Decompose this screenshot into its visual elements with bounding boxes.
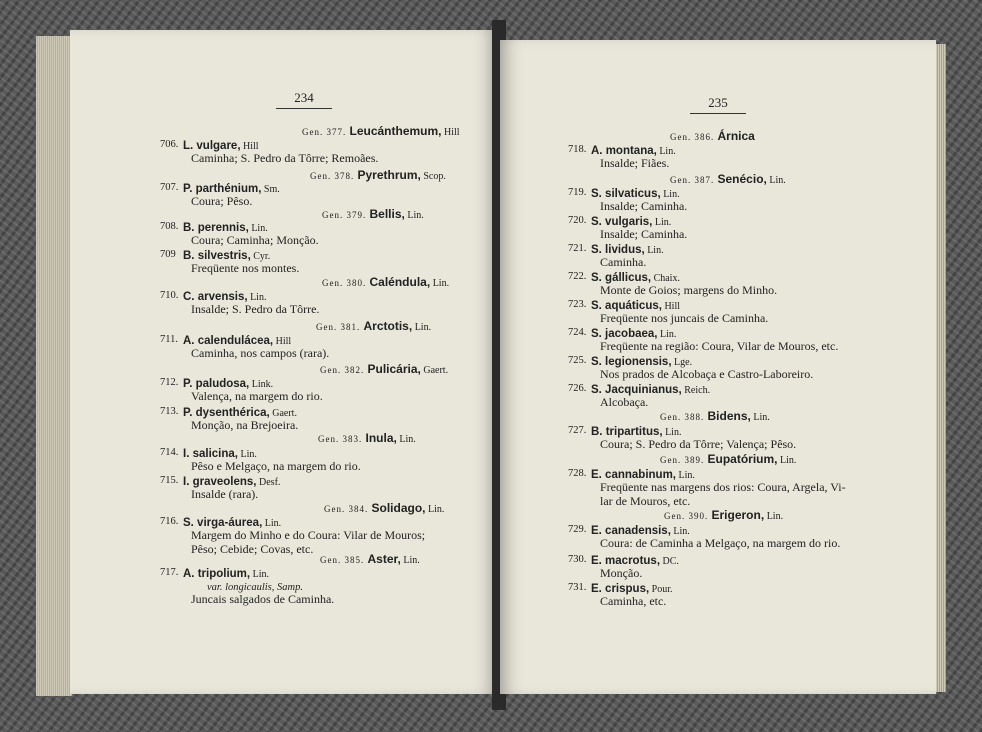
species-author: Lin. xyxy=(262,518,282,529)
genus-label: Gen. 380. xyxy=(322,278,370,288)
genus-heading xyxy=(318,431,416,447)
genus-author: Lin. xyxy=(764,511,784,522)
species-author: Reich. xyxy=(681,385,711,396)
species-author: Lin. xyxy=(250,569,269,580)
genus-label: Gen. 383. xyxy=(318,434,366,444)
page-number-rule xyxy=(690,113,746,114)
genus-author: Lin. xyxy=(750,412,770,423)
genus-label: Gen. 384. xyxy=(324,504,372,514)
locality-text: Coura; S. Pedro da Tôrre; Valença; Pêso. xyxy=(600,437,797,451)
genus-name: Inula, xyxy=(365,431,397,445)
species-number: 707. xyxy=(160,182,179,193)
species-number: 712. xyxy=(160,377,179,388)
genus-name: Solidago, xyxy=(371,501,426,515)
genus-name: Arctotis, xyxy=(363,319,413,333)
genus-label: Gen. 377. xyxy=(302,127,350,137)
genus-heading xyxy=(322,275,449,291)
genus-name: Erigeron, xyxy=(711,508,765,522)
species-author: Lin. xyxy=(676,470,695,481)
species-number: 706. xyxy=(160,139,179,150)
species-author: Lin. xyxy=(237,449,257,460)
genus-author: Lin. xyxy=(400,555,420,566)
genus-heading xyxy=(310,168,446,184)
locality-text: Pêso; Cebide; Covas, etc. xyxy=(191,542,314,556)
species-name: C. arvensis, xyxy=(183,291,248,303)
page-number: 235 xyxy=(708,95,728,110)
genus-heading xyxy=(320,552,420,568)
genus-author: Lin. xyxy=(396,434,416,445)
species-name: S. silvaticus, xyxy=(591,188,661,200)
species-author: Gaert. xyxy=(269,408,297,419)
genus-author: Lin. xyxy=(412,322,432,333)
locality-text: Freqüente nos juncais de Caminha. xyxy=(600,311,769,325)
page-number: 234 xyxy=(294,90,314,105)
genus-name: Bidens, xyxy=(707,409,751,423)
species-name: S. lividus, xyxy=(591,244,645,256)
species-name: E. macrotus, xyxy=(591,555,661,567)
species-number: 722. xyxy=(568,271,587,282)
locality-text: Alcobaça. xyxy=(600,395,649,409)
species-author: Sm. xyxy=(261,184,280,195)
genus-heading xyxy=(320,362,448,378)
page-number-rule xyxy=(276,108,332,109)
species-name: S. virga-áurea, xyxy=(183,517,263,529)
genus-heading xyxy=(670,129,755,144)
species-author: Lge. xyxy=(671,357,693,368)
locality-text: Pêso e Melgaço, na margem do rio. xyxy=(191,459,361,473)
species-name: L. vulgare, xyxy=(183,140,241,152)
genus-label: Gen. 388. xyxy=(660,412,708,422)
species-name: S. legionensis, xyxy=(591,356,672,368)
genus-heading xyxy=(660,409,770,425)
species-author: Lin. xyxy=(247,292,267,303)
species-name: E. crispus, xyxy=(591,583,650,595)
species-name: B. tripartitus, xyxy=(591,426,663,438)
genus-author: Lin. xyxy=(430,278,450,289)
locality-text: Caminha; S. Pedro da Tôrre; Remoães. xyxy=(191,151,379,165)
genus-author: Lin. xyxy=(777,455,797,466)
species-name: A. calenduláceа, xyxy=(183,335,274,347)
species-name: S. vulgaris, xyxy=(591,216,653,228)
locality-text: Margem do Minho e do Coura: Vilar de Mouros; xyxy=(191,528,426,542)
page-edges-left xyxy=(36,36,72,696)
genus-heading xyxy=(302,124,460,140)
species-number: 723. xyxy=(568,299,587,310)
species-number: 727. xyxy=(568,425,587,436)
locality-text: Nos prados de Alcobaça e Castro-Laboreiro. xyxy=(600,367,814,381)
genus-author: Lin. xyxy=(766,175,786,186)
genus-author: Lin. xyxy=(404,210,424,221)
species-number: 724. xyxy=(568,327,587,338)
locality-text: Insalde; S. Pedro da Tôrre. xyxy=(191,302,320,316)
genus-label: Gen. 389. xyxy=(660,455,708,465)
species-number: 717. xyxy=(160,567,179,578)
genus-label: Gen. 385. xyxy=(320,555,368,565)
locality-text: Insalde; Caminha. xyxy=(600,199,688,213)
genus-name: Aster, xyxy=(367,552,401,566)
species-name: S. Jacquinianus, xyxy=(591,384,682,396)
species-author: Lin. xyxy=(656,146,676,157)
locality-text: Monção, na Brejoeira. xyxy=(191,418,299,432)
species-number: 710. xyxy=(160,290,179,301)
species-author: Lin. xyxy=(660,189,680,200)
genus-name: Bellis, xyxy=(369,207,405,221)
species-number: 729. xyxy=(568,524,587,535)
species-name: S. aquáticus, xyxy=(591,300,662,312)
genus-name: Senécio, xyxy=(717,172,767,186)
species-author: Lin. xyxy=(644,245,664,256)
genus-label: Gen. 387. xyxy=(670,175,718,185)
locality-text: Freqüente nas margens dos rios: Coura, Argela, Vi- xyxy=(600,480,846,494)
genus-author: Gaert. xyxy=(420,365,449,376)
species-author: Hill xyxy=(240,141,259,152)
locality-text: Insalde (rara). xyxy=(191,487,259,501)
locality-text: Freqüente nos montes. xyxy=(191,261,300,275)
species-number: 721. xyxy=(568,243,587,254)
species-number: 713. xyxy=(160,406,179,417)
species-name: E. cannabinum, xyxy=(591,469,676,481)
locality-text: Freqüente na região: Coura, Vilar de Mouros, etc. xyxy=(600,339,839,353)
species-name: P. paludosa, xyxy=(183,378,250,390)
species-number: 714. xyxy=(160,447,179,458)
species-name: I. salicina, xyxy=(183,448,238,460)
locality-text: Caminha, nos campos (rara). xyxy=(191,346,330,360)
species-number: 711. xyxy=(160,334,178,345)
species-author: DC. xyxy=(660,556,679,567)
species-number: 728. xyxy=(568,468,587,479)
species-author: Lin. xyxy=(662,427,682,438)
genus-heading xyxy=(316,319,431,335)
genus-label: Gen. 386. xyxy=(670,132,718,142)
species-number: 720. xyxy=(568,215,587,226)
species-number: 716. xyxy=(160,516,179,527)
species-author: Cyr. xyxy=(250,251,271,262)
genus-name: Eupatórium, xyxy=(707,452,778,466)
species-name: B. perennis, xyxy=(183,222,249,234)
locality-text: Coura; Caminha; Monção. xyxy=(191,233,319,247)
species-author: Lin. xyxy=(670,526,690,537)
left-page xyxy=(70,30,496,694)
species-author: Lin. xyxy=(652,217,672,228)
locality-text: Valença, na margem do rio. xyxy=(191,389,323,403)
locality-text: Juncais salgados de Caminha. xyxy=(191,592,335,606)
species-name: P. parthénium, xyxy=(183,183,262,195)
locality-text: Insalde; Caminha. xyxy=(600,227,688,241)
species-author: Chaix. xyxy=(651,273,680,284)
species-name: S. jacobaea, xyxy=(591,328,658,340)
locality-text: Monte de Goios; margens do Minho. xyxy=(600,283,778,297)
species-number: 730. xyxy=(568,554,587,565)
genus-name: Caléndula, xyxy=(369,275,431,289)
genus-name: Leucánthemum, xyxy=(349,124,442,138)
species-author: Hill xyxy=(273,336,292,347)
species-number: 708. xyxy=(160,221,179,232)
genus-label: Gen. 382. xyxy=(320,365,368,375)
genus-label: Gen. 378. xyxy=(310,171,358,181)
right-page xyxy=(500,40,936,694)
genus-author: Scop. xyxy=(420,171,446,182)
species-number: 726. xyxy=(568,383,587,394)
genus-label: Gen. 379. xyxy=(322,210,370,220)
genus-name: Pyrethrum, xyxy=(357,168,421,182)
species-name: A. montana, xyxy=(591,145,657,157)
genus-heading xyxy=(664,508,783,524)
locality-text: Insalde; Fiães. xyxy=(600,156,670,170)
locality-text: Caminha. xyxy=(600,255,647,269)
species-name: E. canadensis, xyxy=(591,525,671,537)
genus-name: Pulicária, xyxy=(367,362,421,376)
genus-label: Gen. 390. xyxy=(664,511,712,521)
species-name: S. gállicus, xyxy=(591,272,652,284)
genus-heading xyxy=(660,452,796,468)
species-number: 725. xyxy=(568,355,587,366)
locality-text: lar de Mouros, etc. xyxy=(600,494,691,508)
species-number: 715. xyxy=(160,475,179,486)
species-author: Desf. xyxy=(256,477,281,488)
species-name: A. tripolium, xyxy=(183,568,251,580)
genus-heading xyxy=(324,501,444,517)
genus-heading xyxy=(322,207,424,223)
locality-text: Caminha, etc. xyxy=(600,594,667,608)
variety-text: var. longicaulis, Samp. xyxy=(207,582,303,593)
species-number: 731. xyxy=(568,582,587,593)
genus-author: Lin. xyxy=(425,504,445,515)
species-author: Lin. xyxy=(657,329,677,340)
species-number: 719. xyxy=(568,187,587,198)
species-number: 718. xyxy=(568,144,587,155)
species-author: Hill xyxy=(661,301,680,312)
locality-text: Coura: de Caminha a Melgaço, na margem do rio. xyxy=(600,536,841,550)
locality-text: Monção. xyxy=(600,566,643,580)
species-author: Pour. xyxy=(649,584,673,595)
species-number: 709 xyxy=(160,249,176,260)
species-name: I. graveolens, xyxy=(183,476,257,488)
species-author: Link. xyxy=(249,379,274,390)
species-name: B. silvestris, xyxy=(183,250,251,262)
genus-heading xyxy=(670,172,786,188)
genus-label: Gen. 381. xyxy=(316,322,364,332)
species-author: Lin. xyxy=(248,223,268,234)
locality-text: Coura; Pêso. xyxy=(191,194,253,208)
genus-name: Árnica xyxy=(717,129,755,143)
genus-author: Hill xyxy=(441,127,460,138)
species-name: P. dysenthérica, xyxy=(183,407,270,419)
